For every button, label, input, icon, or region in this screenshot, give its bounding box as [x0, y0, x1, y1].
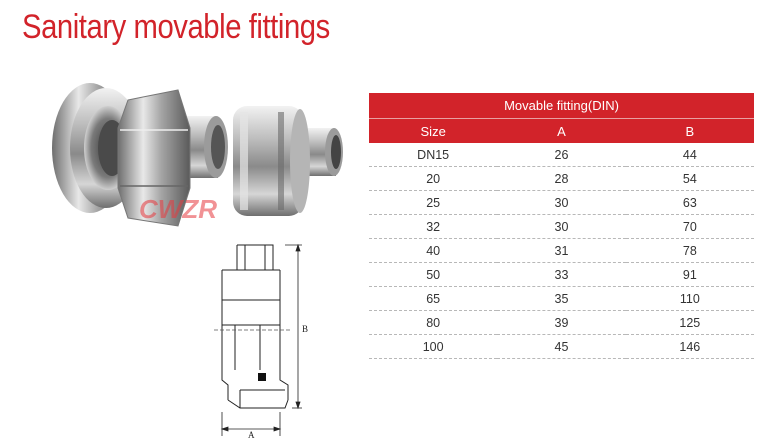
- spec-table: [369, 93, 754, 359]
- page-title: Sanitary movable fittings: [22, 8, 330, 46]
- table-caption: Movable fitting(DIN): [369, 93, 754, 119]
- cell-size: 32: [369, 215, 497, 239]
- cell-size: 20: [369, 167, 497, 191]
- cell-a: 28: [497, 167, 625, 191]
- cell-a: 35: [497, 287, 625, 311]
- cell-size: 25: [369, 191, 497, 215]
- cell-size: 50: [369, 263, 497, 287]
- cell-b: 125: [626, 311, 754, 335]
- table-row: [369, 215, 754, 239]
- cell-size: DN15: [369, 143, 497, 167]
- table-row: [369, 191, 754, 215]
- cell-b: 146: [626, 335, 754, 359]
- table-row: [369, 311, 754, 335]
- table-row: [369, 167, 754, 191]
- column-header-a: A: [497, 119, 625, 144]
- cell-size: 40: [369, 239, 497, 263]
- cell-b: 110: [626, 287, 754, 311]
- cell-size: 80: [369, 311, 497, 335]
- technical-drawing: [200, 240, 330, 440]
- cell-b: 63: [626, 191, 754, 215]
- table-row: [369, 335, 754, 359]
- cell-a: 30: [497, 191, 625, 215]
- cell-b: 78: [626, 239, 754, 263]
- watermark-text: CWZR: [139, 194, 217, 224]
- table-header-row: [369, 119, 754, 144]
- dimension-b-label: B: [302, 324, 309, 334]
- union-assembly-part: [233, 106, 343, 216]
- cell-b: 54: [626, 167, 754, 191]
- column-header-size: Size: [369, 119, 497, 144]
- cell-b: 91: [626, 263, 754, 287]
- cell-a: 30: [497, 215, 625, 239]
- dimension-a-label: A: [248, 430, 255, 440]
- table-row: [369, 263, 754, 287]
- table-caption-row: [369, 93, 754, 119]
- product-photo: [28, 78, 348, 243]
- cell-a: 26: [497, 143, 625, 167]
- cell-b: 44: [626, 143, 754, 167]
- cell-a: 31: [497, 239, 625, 263]
- cell-a: 33: [497, 263, 625, 287]
- cell-size: 65: [369, 287, 497, 311]
- table-row: [369, 239, 754, 263]
- cell-a: 45: [497, 335, 625, 359]
- table-row: [369, 143, 754, 167]
- column-header-b: B: [626, 119, 754, 144]
- cell-a: 39: [497, 311, 625, 335]
- table-row: [369, 287, 754, 311]
- cell-b: 70: [626, 215, 754, 239]
- cell-size: 100: [369, 335, 497, 359]
